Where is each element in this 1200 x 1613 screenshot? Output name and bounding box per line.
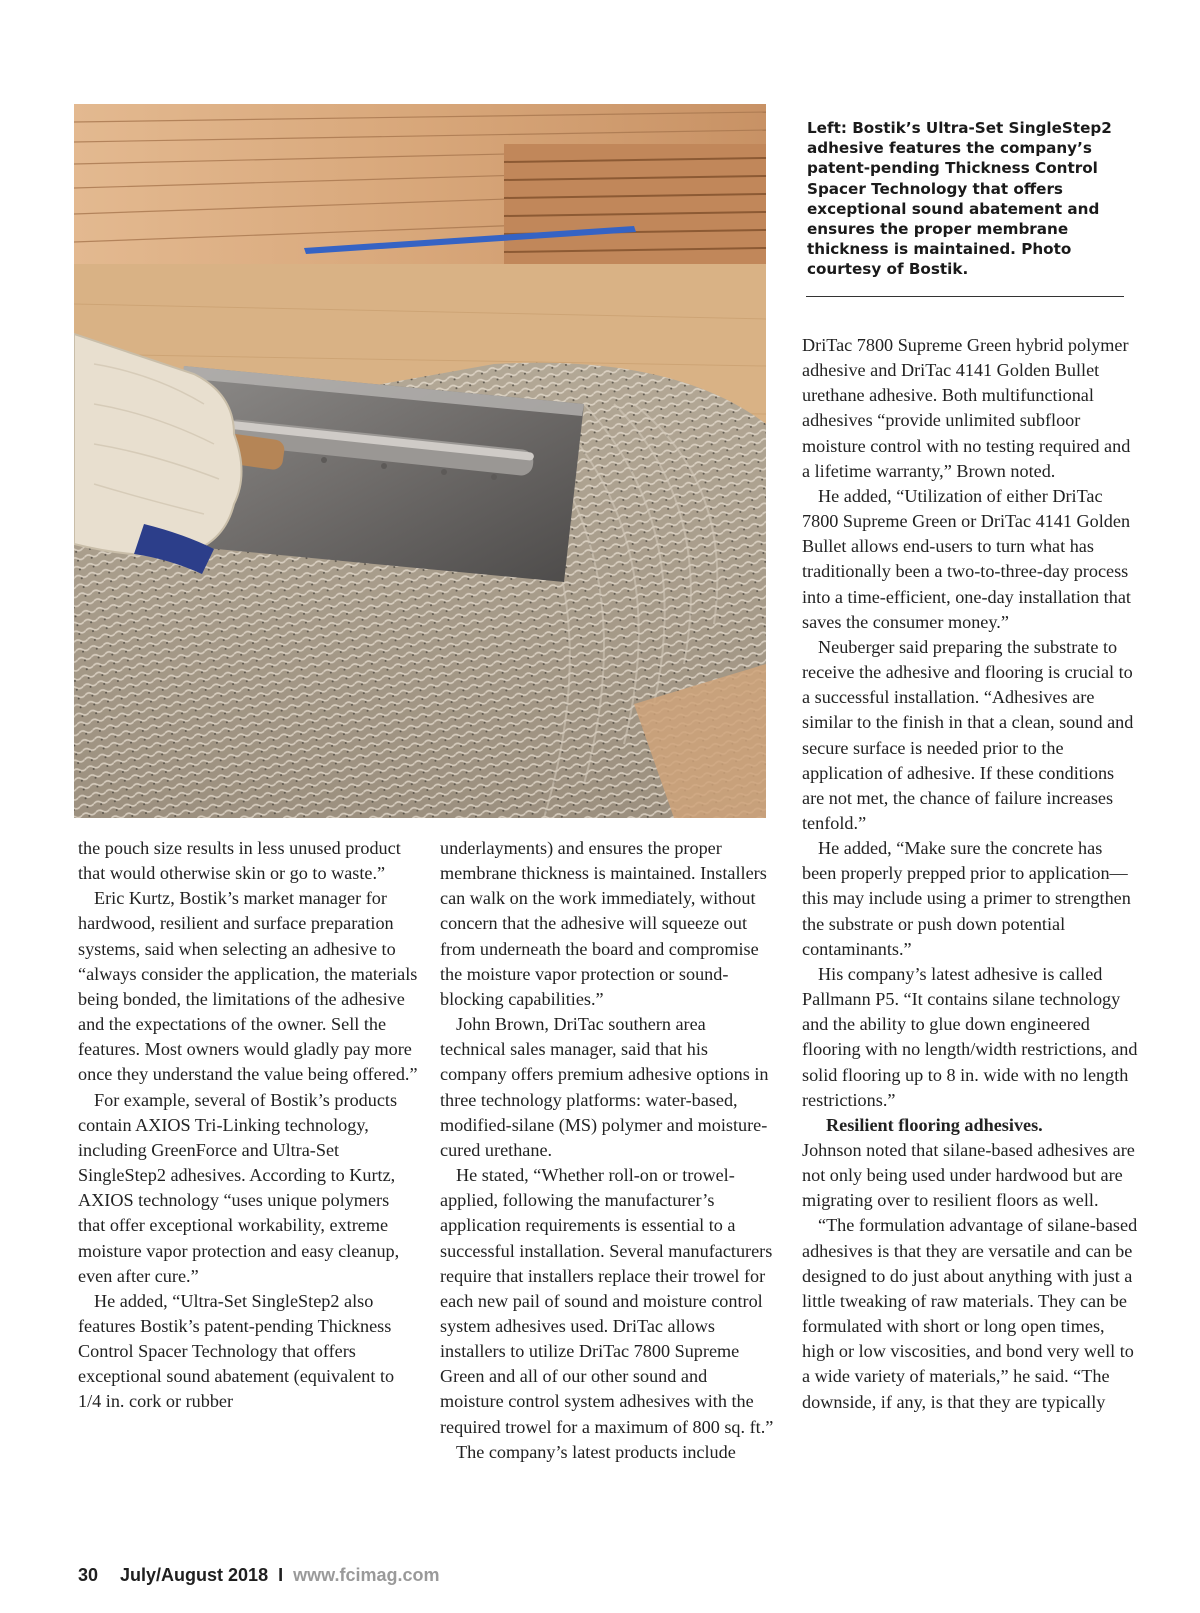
page-number: 30 xyxy=(78,1565,99,1585)
paragraph: Neuberger said preparing the substrate to receive the adhesive and flooring is crucial to a successful installation. “Adhesives are similar to the finish in that a clean, sound and secure surface is needed prior to the application of adhesive. If these conditions are not met, the chance of failure increases tenfold.” xyxy=(802,636,1134,833)
paragraph: Eric Kurtz, Bostik’s market manager for hardwood, resilient and surface preparation systems, said when selecting an adhesive to “always consider the application, the materials being bonded, the limitations of the adhesive and the expectations of the owner. Sell the features. Most owners would gladly pay more once they understand the value being offered.” xyxy=(78,888,418,1085)
paragraph: He added, “Make sure the concrete has been properly prepped prior to application—this may include using a primer to strengthen the substrate or push down potential contaminants.” xyxy=(802,838,1131,959)
paragraph: DriTac 7800 Supreme Green hybrid polymer adhesive and DriTac 4141 Golden Bullet urethane adhesive. Both multifunctional adhesives “provide unlimited subfloor moisture control with no testing required and a lifetime warranty,” Brown noted. xyxy=(802,335,1131,481)
body-column-2 xyxy=(440,836,774,1465)
paragraph: the pouch size results in less unused product that would otherwise skin or go to waste.” xyxy=(78,838,401,884)
paragraph: He added, “Ultra-Set SingleStep2 also features Bostik’s patent-pending Thickness Control Spacer Technology that offers exceptional sound abatement (equivalent to 1/4 in. cork or rubber xyxy=(78,1290,395,1412)
paragraph: He stated, “Whether roll-on or trowel-applied, following the manufacturer’s application requirements is essential to a successful installation. Several manufacturers require that installers replace their trowel for each new pail of sound and moisture control system adhesives used. DriTac allows installers to utilize DriTac 7800 Supreme Green and all of our other sound and moisture control system adhesives with the required trowel for a maximum of 800 sq. ft.” xyxy=(440,1165,774,1437)
article-photo xyxy=(74,104,766,818)
paragraph: underlayments) and ensures the proper membrane thickness is maintained. Installers can walk on the work immediately, without concern that the adhesive will squeeze out from underneath the board and compromise the moisture vapor protection or sound-blocking capabilities.” xyxy=(440,838,767,1009)
paragraph: For example, several of Bostik’s products contain AXIOS Tri-Linking technology, including GreenForce and Ultra-Set SingleStep2 adhesives. According to Kurtz, AXIOS technology “uses unique polymers that offer exceptional workability, extreme moisture vapor protection and easy cleanup, even after cure.” xyxy=(78,1089,400,1286)
body-column-1 xyxy=(78,836,418,1415)
paragraph: His company’s latest adhesive is called Pallmann P5. “It contains silane technology and the ability to glue down engineered flooring with no length/width restrictions, and solid flooring up to 8 in. wide with no length restrictions.” xyxy=(802,963,1138,1110)
trowel-adhesive-photo xyxy=(74,104,766,818)
caption-divider xyxy=(806,296,1124,297)
paragraph: John Brown, DriTac southern area technical sales manager, said that his company offers premium adhesive options in three technology platforms: water-based, modified-silane (MS) polymer and moisture-cured urethane. xyxy=(440,1014,769,1160)
footer-separator: I xyxy=(278,1565,284,1585)
page-footer xyxy=(78,1565,439,1586)
body-column-3 xyxy=(802,333,1140,1415)
paragraph: Johnson noted that silane-based adhesives are not only being used under hardwood but are migrating over to resilient floors as well. xyxy=(802,1140,1135,1211)
paragraph: The company’s latest products include xyxy=(456,1441,736,1462)
issue-date: July/August 2018 xyxy=(120,1565,269,1585)
paragraph: “The formulation advantage of silane-based adhesives is that they are versatile and can be designed to do just about anything with just a little tweaking of raw materials. They can be formulated with short or long open times, high or low viscosities, and bond very well to a wide variety of materials,” he said. “The downside, if any, is that they are typically xyxy=(802,1215,1138,1412)
photo-caption: Left: Bostik’s Ultra-Set SingleStep2 adhesive features the company’s patent-pending Thickness Control Spacer Technology that offers exceptional sound abatement and ensures the proper membrane thickness is maintained. Photo courtesy of Bostik. xyxy=(807,119,1112,279)
website-url: www.fcimag.com xyxy=(293,1565,440,1585)
section-subhead: Resilient flooring adhesives. xyxy=(826,1114,1043,1135)
paragraph: He added, “Utilization of either DriTac 7800 Supreme Green or DriTac 4141 Golden Bullet allows end-users to turn what has traditionally been a two-to-three-day process into a time-efficient, one-day installation that saves the consumer money.” xyxy=(802,485,1131,632)
